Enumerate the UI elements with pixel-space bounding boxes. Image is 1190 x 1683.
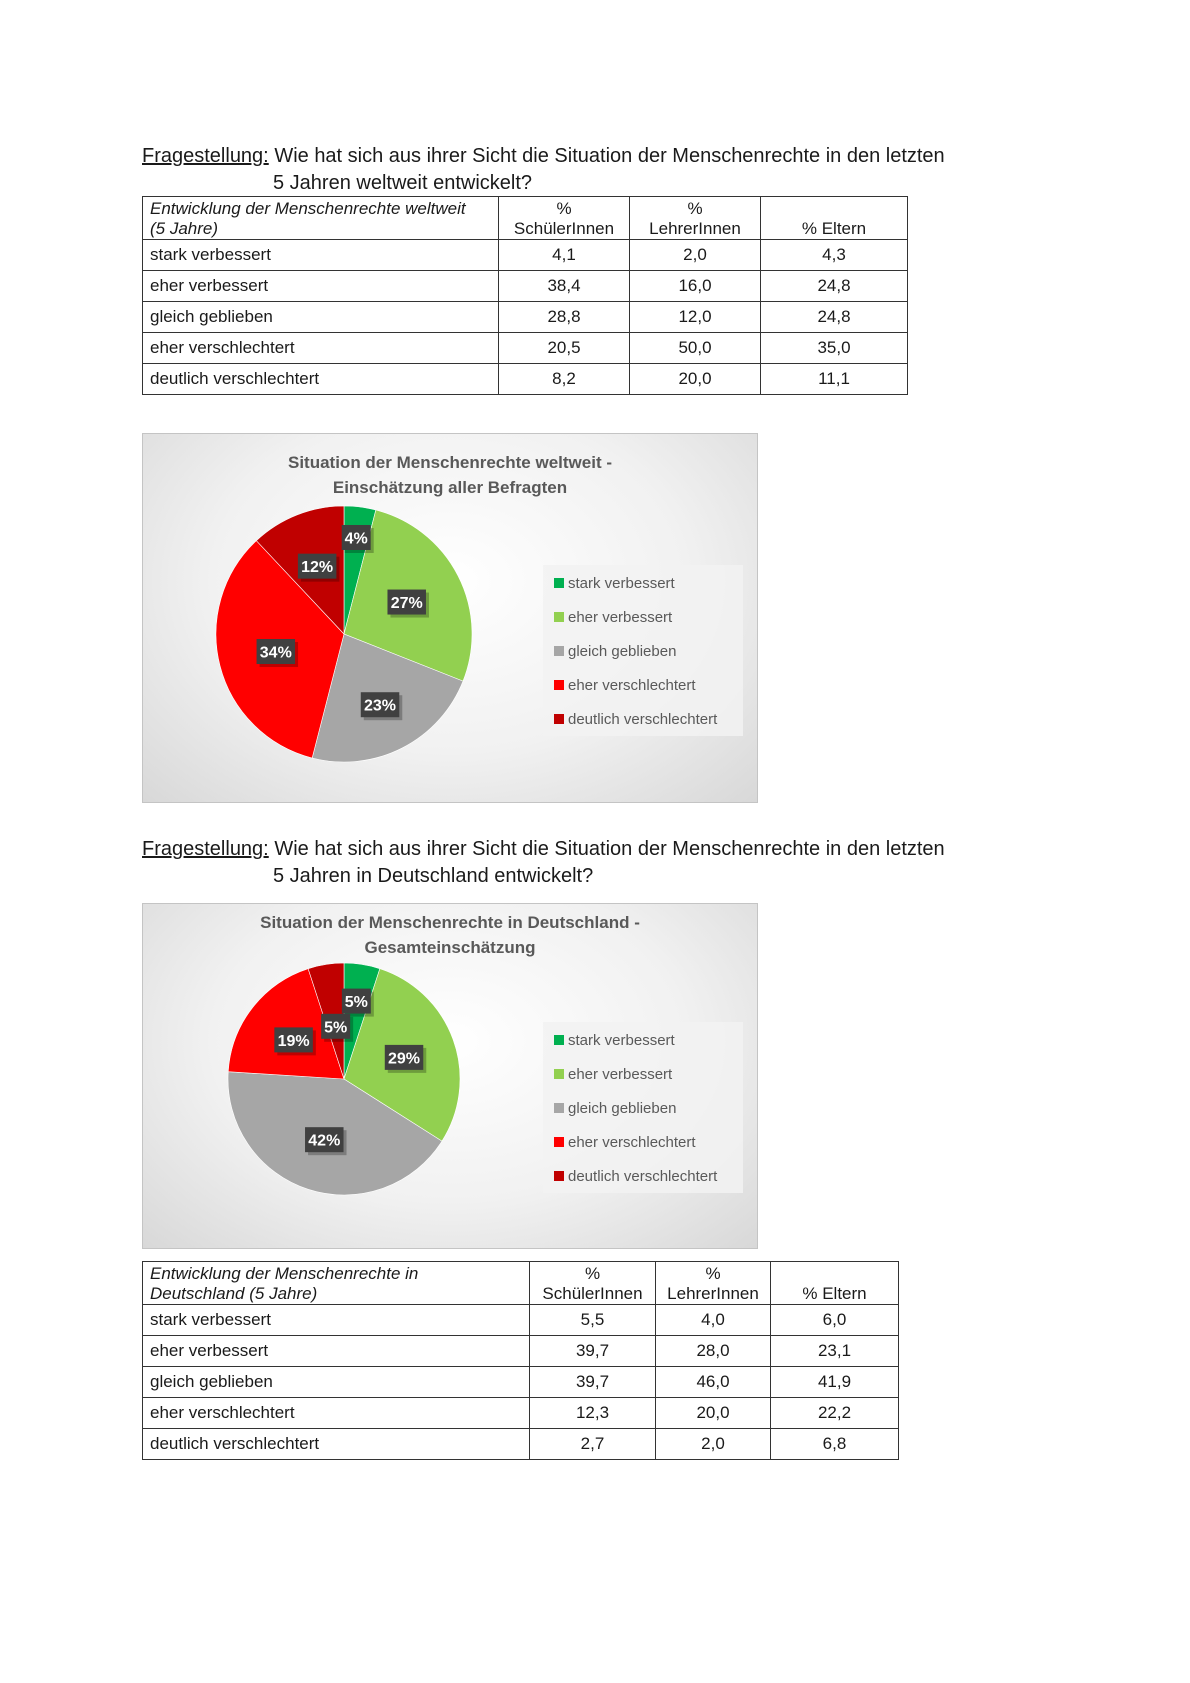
header-lehrer-line-2: LehrerInnen — [667, 1284, 759, 1303]
legend-label-deutlich-verschlechtert: deutlich verschlechtert — [568, 1168, 718, 1185]
legend-swatch-eher-verbessert — [554, 1069, 564, 1079]
question-2-line-1 — [142, 836, 945, 863]
legend-label-stark-verbessert: stark verbessert — [568, 575, 675, 592]
cell-lehrer: 16,0 — [630, 271, 761, 302]
question-1-label: Fragestellung: — [142, 145, 269, 167]
table-worldwide — [142, 196, 908, 395]
pie-chart-germany-svg — [143, 904, 757, 1248]
table-row — [143, 1336, 899, 1367]
cell-eltern: 22,2 — [771, 1398, 899, 1429]
table-row — [143, 1367, 899, 1398]
question-2-text-2: 5 Jahren in Deutschland entwickelt? — [273, 865, 594, 887]
pie-chart-worldwide — [142, 433, 758, 803]
legend-label-eher-verschlechtert: eher verschlechtert — [568, 677, 696, 694]
cell-lehrer: 20,0 — [630, 364, 761, 395]
legend-label-eher-verbessert: eher verbessert — [568, 1066, 673, 1083]
row-label: deutlich verschlechtert — [143, 364, 499, 395]
chart-title-line-1: Situation der Menschenrechte weltweit - — [287, 453, 613, 472]
pie-chart-worldwide-svg — [143, 434, 757, 802]
header-lehrer — [630, 197, 761, 240]
cell-eltern: 35,0 — [761, 333, 908, 364]
chart-title-line-2: Gesamteinschätzung — [364, 938, 536, 957]
legend-label-stark-verbessert: stark verbessert — [568, 1032, 675, 1049]
legend-swatch-eher-verschlechtert — [554, 1137, 564, 1147]
question-1-text-2: 5 Jahren weltweit entwickelt? — [273, 172, 533, 194]
row-label: eher verbessert — [143, 271, 499, 302]
header-eltern: % Eltern — [761, 197, 908, 240]
table-row — [143, 302, 908, 333]
cell-eltern: 11,1 — [761, 364, 908, 395]
cell-eltern: 23,1 — [771, 1336, 899, 1367]
legend-label-gleich-geblieben: gleich geblieben — [568, 1100, 677, 1117]
table-header-row — [143, 197, 908, 240]
legend-label-gleich-geblieben: gleich geblieben — [568, 643, 677, 660]
cell-schueler: 38,4 — [499, 271, 630, 302]
question-1-line-1 — [142, 143, 945, 170]
cell-eltern: 41,9 — [771, 1367, 899, 1398]
data-label-eher-verbessert: 29% — [388, 1050, 421, 1068]
cell-lehrer: 2,0 — [630, 240, 761, 271]
question-1-text-1: Wie hat sich aus ihrer Sicht die Situation der Menschenrechte in den letzten — [274, 145, 945, 167]
header-schueler — [499, 197, 630, 240]
cell-schueler: 2,7 — [530, 1429, 656, 1460]
cell-lehrer: 50,0 — [630, 333, 761, 364]
row-label: eher verschlechtert — [143, 333, 499, 364]
cell-lehrer: 20,0 — [656, 1398, 771, 1429]
table-row — [143, 1305, 899, 1336]
question-2-text-1: Wie hat sich aus ihrer Sicht die Situation der Menschenrechte in den letzten — [274, 838, 945, 860]
row-label: deutlich verschlechtert — [143, 1429, 530, 1460]
cell-lehrer: 2,0 — [656, 1429, 771, 1460]
cell-lehrer: 28,0 — [656, 1336, 771, 1367]
question-2 — [142, 836, 945, 890]
legend-swatch-stark-verbessert — [554, 578, 564, 588]
data-label-stark-verbessert: 5% — [344, 994, 368, 1012]
table-header-row — [143, 1262, 899, 1305]
row-label: gleich geblieben — [143, 302, 499, 333]
data-label-gleich-geblieben: 23% — [364, 697, 397, 715]
row-label: stark verbessert — [143, 240, 499, 271]
cell-schueler: 4,1 — [499, 240, 630, 271]
header-category-line-2: (5 Jahre) — [150, 219, 219, 238]
table-row — [143, 1398, 899, 1429]
table-row — [143, 364, 908, 395]
header-category — [143, 1262, 530, 1305]
cell-eltern: 4,3 — [761, 240, 908, 271]
cell-schueler: 39,7 — [530, 1336, 656, 1367]
data-label-gleich-geblieben: 42% — [308, 1132, 341, 1150]
header-category — [143, 197, 499, 240]
data-label-deutlich-verschlechtert: 5% — [324, 1019, 348, 1037]
legend-label-eher-verbessert: eher verbessert — [568, 609, 673, 626]
header-schueler — [530, 1262, 656, 1305]
table-row — [143, 240, 908, 271]
cell-schueler: 8,2 — [499, 364, 630, 395]
cell-schueler: 39,7 — [530, 1367, 656, 1398]
cell-lehrer: 4,0 — [656, 1305, 771, 1336]
legend-swatch-gleich-geblieben — [554, 646, 564, 656]
header-eltern: % Eltern — [771, 1262, 899, 1305]
data-label-deutlich-verschlechtert: 12% — [301, 559, 334, 577]
header-lehrer-line-2: LehrerInnen — [649, 219, 741, 238]
question-1 — [142, 143, 945, 197]
header-lehrer-line-1: % — [705, 1264, 721, 1283]
cell-eltern: 6,8 — [771, 1429, 899, 1460]
cell-schueler: 28,8 — [499, 302, 630, 333]
header-lehrer — [656, 1262, 771, 1305]
table-row — [143, 333, 908, 364]
row-label: eher verbessert — [143, 1336, 530, 1367]
table-row — [143, 1429, 899, 1460]
data-label-eher-verschlechtert: 34% — [259, 644, 292, 662]
cell-eltern: 6,0 — [771, 1305, 899, 1336]
data-label-eher-verbessert: 27% — [390, 595, 423, 613]
legend-swatch-deutlich-verschlechtert — [554, 714, 564, 724]
data-label-eher-verschlechtert: 19% — [277, 1032, 310, 1050]
chart-title-line-1: Situation der Menschenrechte in Deutschland - — [260, 913, 640, 932]
header-category-line-1: Entwicklung der Menschenrechte in — [150, 1264, 419, 1283]
data-label-stark-verbessert: 4% — [344, 530, 368, 548]
legend-swatch-deutlich-verschlechtert — [554, 1171, 564, 1181]
legend-swatch-stark-verbessert — [554, 1035, 564, 1045]
header-category-line-1: Entwicklung der Menschenrechte weltweit — [150, 199, 466, 218]
cell-eltern: 24,8 — [761, 302, 908, 333]
header-schueler-line-2: SchülerInnen — [513, 219, 615, 238]
header-category-line-2: Deutschland (5 Jahre) — [150, 1284, 318, 1303]
pie-chart-germany — [142, 903, 758, 1249]
cell-lehrer: 12,0 — [630, 302, 761, 333]
row-label: stark verbessert — [143, 1305, 530, 1336]
legend-label-deutlich-verschlechtert: deutlich verschlechtert — [568, 711, 718, 728]
row-label: gleich geblieben — [143, 1367, 530, 1398]
header-lehrer-line-1: % — [687, 199, 703, 218]
legend-swatch-eher-verschlechtert — [554, 680, 564, 690]
question-2-label: Fragestellung: — [142, 838, 269, 860]
cell-schueler: 5,5 — [530, 1305, 656, 1336]
cell-eltern: 24,8 — [761, 271, 908, 302]
cell-schueler: 12,3 — [530, 1398, 656, 1429]
chart-title-line-2: Einschätzung aller Befragten — [332, 478, 568, 497]
legend-swatch-eher-verbessert — [554, 612, 564, 622]
header-schueler-line-1: % — [556, 199, 572, 218]
header-schueler-line-2: SchülerInnen — [542, 1284, 643, 1303]
table-germany — [142, 1261, 899, 1460]
cell-lehrer: 46,0 — [656, 1367, 771, 1398]
legend-label-eher-verschlechtert: eher verschlechtert — [568, 1134, 696, 1151]
row-label: eher verschlechtert — [143, 1398, 530, 1429]
table-row — [143, 271, 908, 302]
legend-swatch-gleich-geblieben — [554, 1103, 564, 1113]
header-schueler-line-1: % — [584, 1264, 601, 1283]
cell-schueler: 20,5 — [499, 333, 630, 364]
